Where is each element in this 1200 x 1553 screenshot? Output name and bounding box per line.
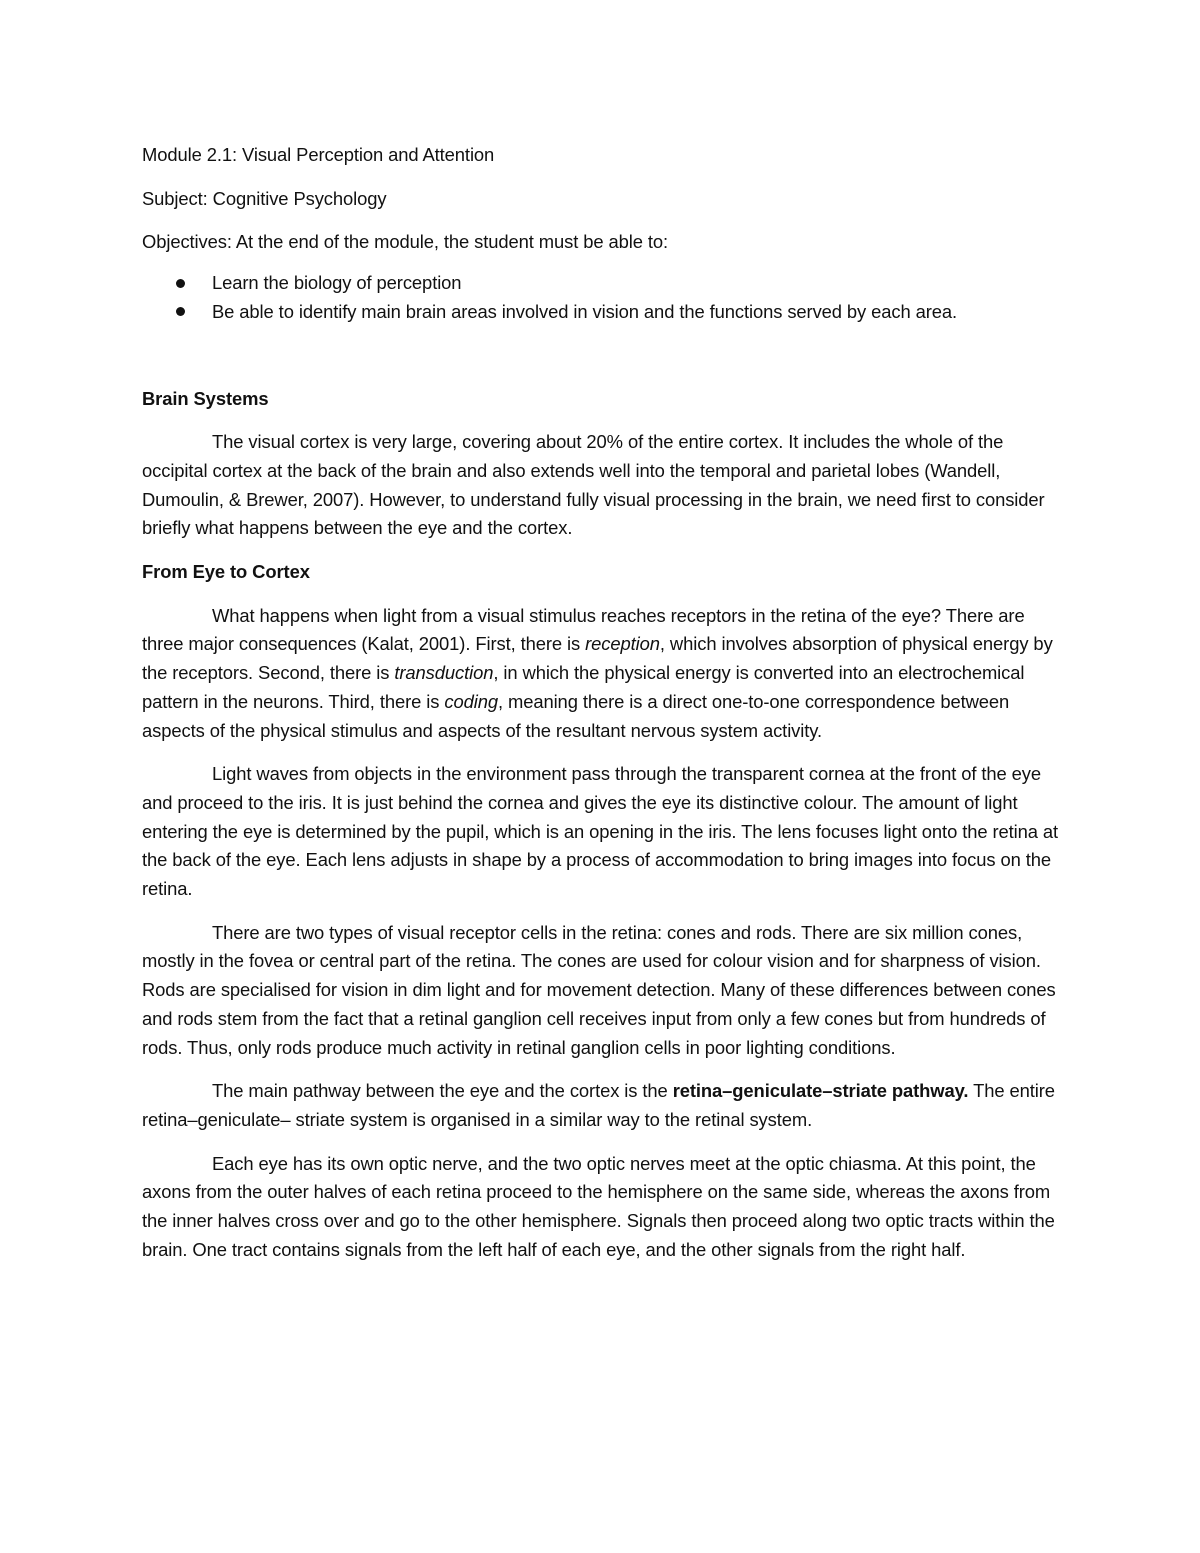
paragraph-reception bbox=[142, 602, 1062, 746]
text-run: , meaning there is a direct one-to-one correspondence between aspects of the physical stimulus and aspects of the resultant nervous system activity. bbox=[142, 690, 1010, 741]
paragraph-light-waves: Light waves from objects in the environment pass through the transparent cornea at the front of the eye and proceed to the iris. It is just behind the cornea and gives the eye its distinctive colour. The amount of light entering the eye is determined by the pupil, which is an opening in the iris. The lens focuses light onto the retina at the back of the eye. Each lens adjusts in shape by a process of accommodation to bring images into focus on the retina. bbox=[142, 763, 1059, 900]
objectives-intro: Objectives: At the end of the module, the student must be able to: bbox=[142, 231, 669, 253]
paragraph-receptor-cells: There are two types of visual receptor cells in the retina: cones and rods. There are six million cones, mostly in the fovea or central part of the retina. The cones are used for colour vision and for sharpness of vision. Rods are specialised for vision in dim light and for movement detection. Many of these differences between cones and rods stem from the fact that a retinal ganglion cell receives input from only a few cones but from hundreds of rods. Thus, only rods produce much activity in retinal ganglion cells in poor lighting conditions. bbox=[142, 921, 1056, 1058]
bullet-icon bbox=[176, 279, 185, 288]
list-item bbox=[142, 298, 1062, 327]
document-body bbox=[142, 141, 1062, 1280]
term-transduction: transduction bbox=[394, 662, 494, 684]
term-pathway: retina–geniculate–striate pathway. bbox=[672, 1080, 969, 1102]
paragraph-optic-nerve: Each eye has its own optic nerve, and the two optic nerves meet at the optic chiasma. At this point, the axons from the outer halves of each retina proceed to the hemisphere on the same side, whereas the axons from the inner halves cross over and go to the other hemisphere. Signals then proceed along two optic tracts within the brain. One tract contains signals from the left half of each eye, and the other signals from the right half. bbox=[142, 1152, 1055, 1260]
term-reception: reception bbox=[585, 633, 660, 655]
subject-line: Subject: Cognitive Psychology bbox=[142, 187, 387, 209]
module-title: Module 2.1: Visual Perception and Attention bbox=[142, 144, 495, 165]
text-run: , which involves absorption of physical energy by the receptors. Second, there is bbox=[142, 633, 1053, 684]
paragraph-visual-cortex: The visual cortex is very large, covering about 20% of the entire cortex. It includes the whole of the occipital cortex at the back of the brain and also extends well into the temporal and parietal lobes (Wandell, Dumoulin, & Brewer, 2007). However, to understand fully visual processing in the brain, we need first to consider briefly what happens between the eye and the cortex. bbox=[142, 431, 1045, 539]
section-heading-brain-systems: Brain Systems bbox=[142, 387, 269, 409]
text-run: What happens when light from a visual stimulus reaches receptors in the retina of the eye? There are three major consequences (Kalat, 2001). First, there is bbox=[142, 604, 1025, 655]
text-run: The entire retina–geniculate– striate system is organised in a similar way to the retinal system. bbox=[142, 1080, 1055, 1130]
text-run: , in which the physical energy is converted into an electrochemical pattern in the neurons. Third, there is bbox=[142, 662, 1025, 712]
objectives-list bbox=[142, 269, 1062, 326]
list-item bbox=[142, 269, 1062, 298]
objective-text: Learn the biology of perception bbox=[212, 272, 462, 294]
section-heading-eye-to-cortex: From Eye to Cortex bbox=[142, 561, 310, 583]
text-run: The main pathway between the eye and the cortex is the bbox=[212, 1080, 673, 1102]
term-coding: coding bbox=[444, 690, 498, 712]
objective-text: Be able to identify main brain areas involved in vision and the functions served by each area. bbox=[212, 300, 958, 322]
paragraph-main-pathway bbox=[142, 1077, 1062, 1134]
bullet-icon bbox=[176, 307, 185, 316]
